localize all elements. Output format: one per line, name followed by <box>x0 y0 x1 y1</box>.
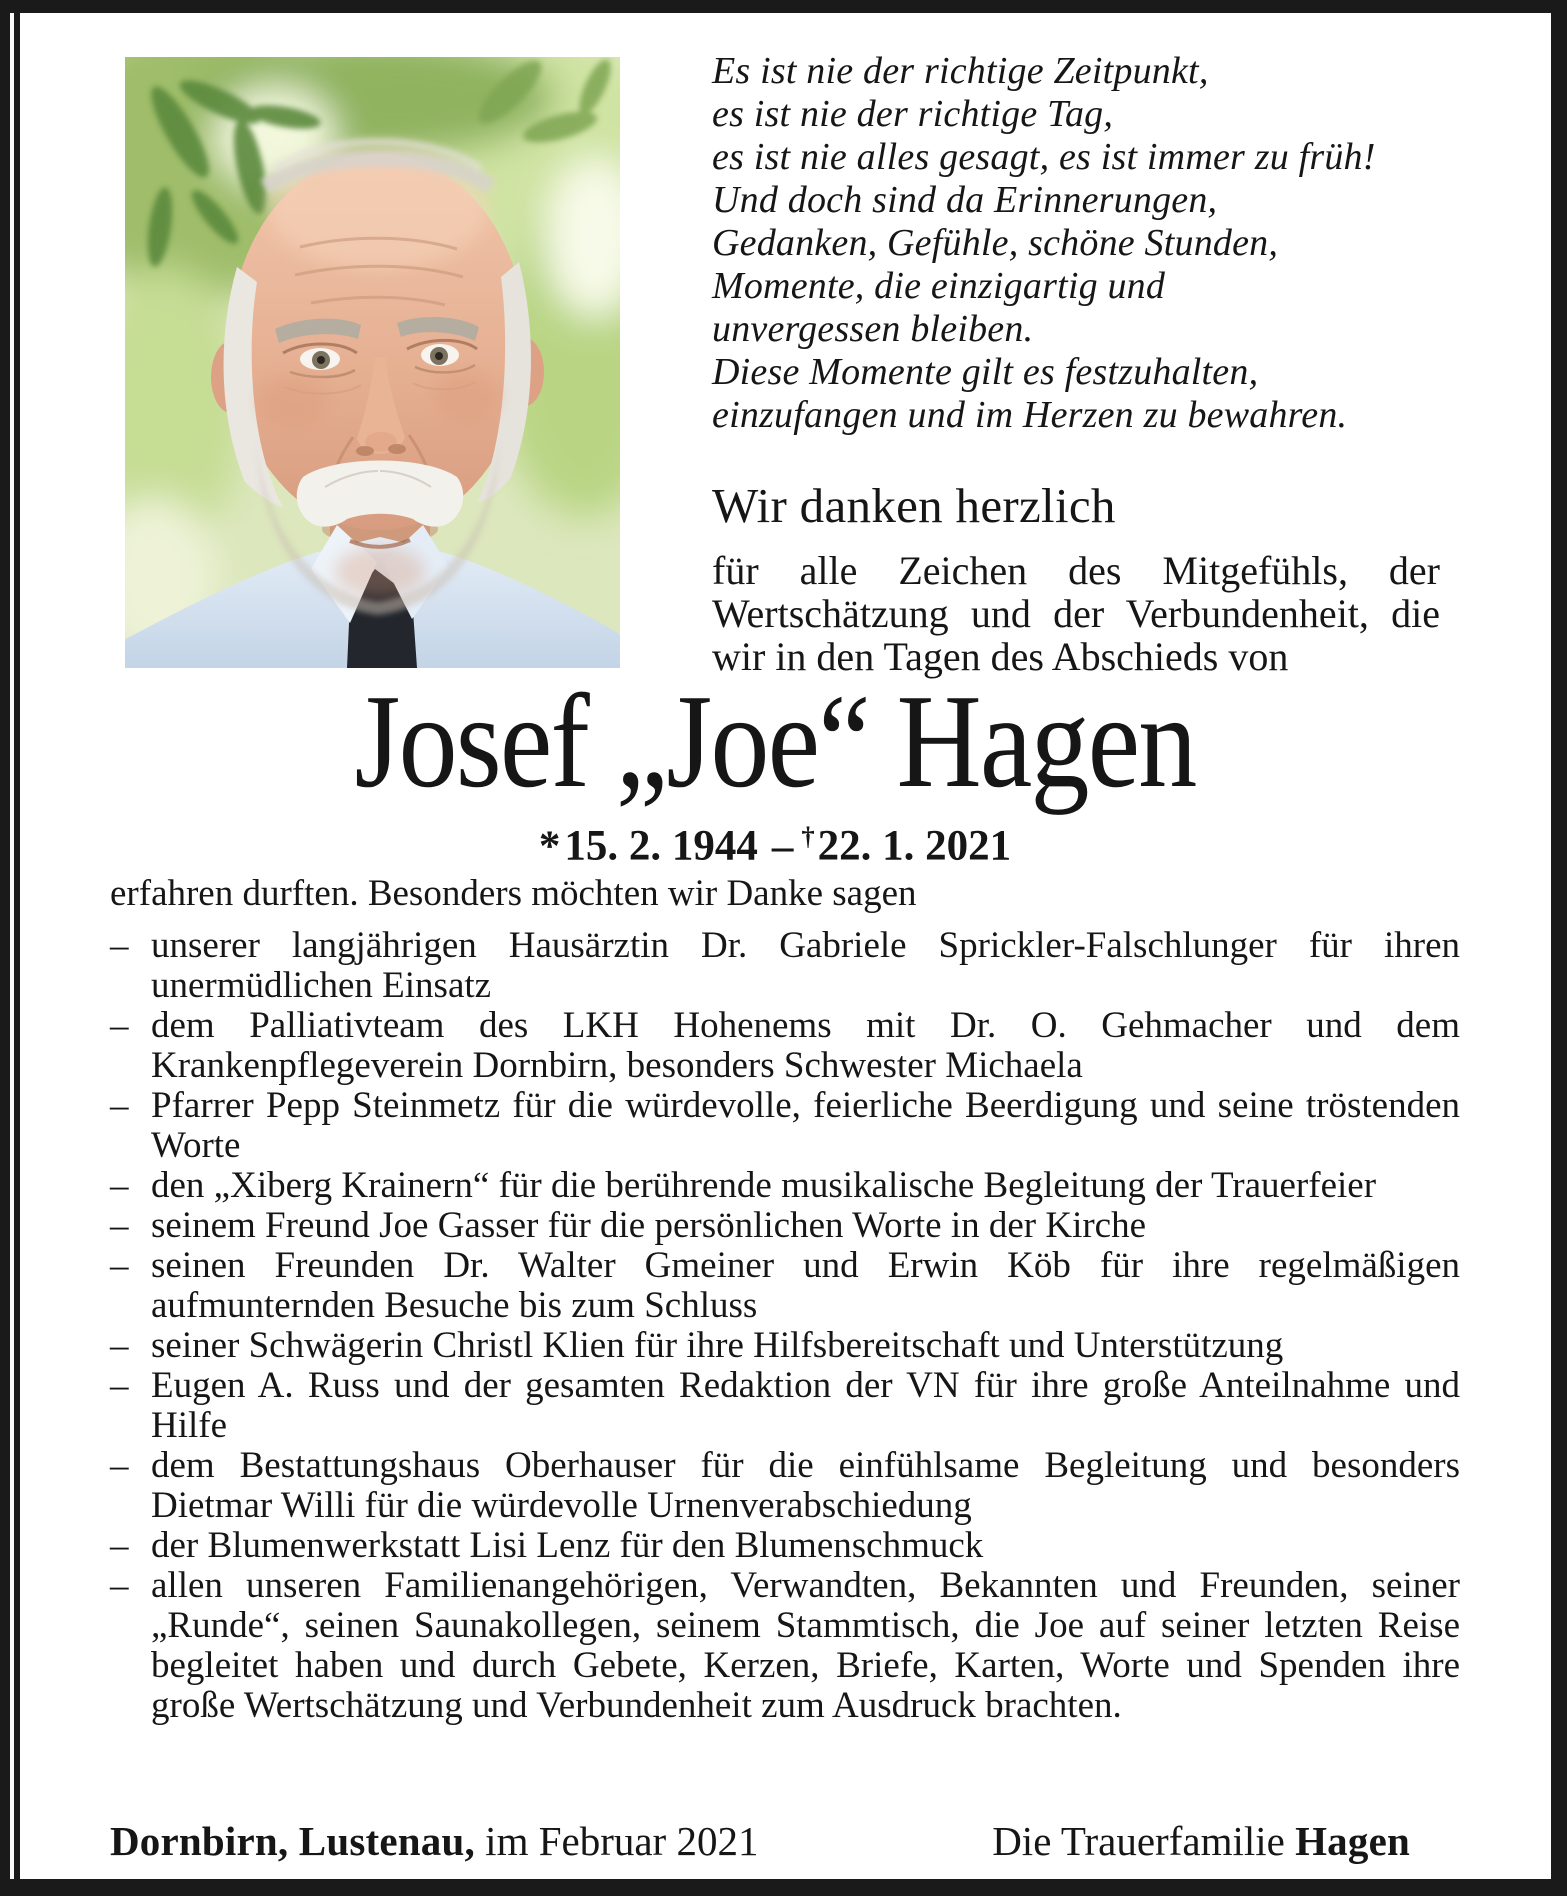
list-item <box>110 926 1460 1006</box>
list-item-text: allen unseren Familienangehörigen, Verwandten, Bekannten und Freunden, seiner „Runde“, seinen Saunakollegen, seinem Stammtisch, die Joe auf seiner letzten Reise begleitet haben und durch Gebete, Kerzen, Briefe, Karten, Worte und Spenden ihre große Wertschätzung und Verbundenheit zum Ausdruck brachten. <box>151 1565 1460 1726</box>
footer-place-date <box>110 1818 758 1864</box>
list-item-dash: – <box>110 1565 129 1606</box>
thanks-intro-paragraph: für alle Zeichen des Mitgefühls, der Wertschätzung und der Verbundenheit, die wir in den Tagen des Abschieds von <box>712 548 1440 679</box>
list-item <box>110 1246 1460 1326</box>
list-item-dash: – <box>110 1245 129 1286</box>
footer-place: Dornbirn, Lustenau, <box>110 1818 475 1864</box>
list-item <box>110 1086 1460 1166</box>
poem-line: Momente, die einzigartig und <box>712 265 1166 307</box>
list-item <box>110 1166 1460 1206</box>
poem-line: unvergessen bleiben. <box>712 308 1034 350</box>
thanks-list <box>110 926 1460 1726</box>
list-item <box>110 1206 1460 1246</box>
list-item-text: unserer langjährigen Hausärztin Dr. Gabriele Sprickler-Falschlunger für ihren unermüdlichen Einsatz <box>151 925 1460 1006</box>
death-date: 22. 1. 2021 <box>817 822 1012 870</box>
list-item-text: seinen Freunden Dr. Walter Gmeiner und Erwin Köb für ihre regelmäßigen aufmunternden Besuche bis zum Schluss <box>151 1245 1460 1326</box>
poem-line: Diese Momente gilt es festzuhalten, <box>712 351 1259 393</box>
list-item <box>110 1326 1460 1366</box>
portrait-photo <box>125 57 620 668</box>
list-item-text: den „Xiberg Krainern“ für die berührende musikalische Begleitung der Trauerfeier <box>151 1165 1377 1206</box>
list-item-text: seinem Freund Joe Gasser für die persönlichen Worte in der Kirche <box>151 1205 1147 1246</box>
list-item-dash: – <box>110 1165 129 1206</box>
poem-line: einzufangen und im Herzen zu bewahren. <box>712 394 1348 436</box>
list-item-dash: – <box>110 1005 129 1046</box>
list-item-dash: – <box>110 1365 129 1406</box>
list-item-text: der Blumenwerkstatt Lisi Lenz für den Blumenschmuck <box>151 1525 984 1566</box>
footer-family-prefix: Die Trauerfamilie <box>992 1818 1285 1864</box>
dates-separator: – <box>771 822 794 870</box>
list-item <box>110 1006 1460 1086</box>
life-dates <box>110 812 1440 871</box>
footer-family-signature <box>992 1818 1410 1864</box>
list-item <box>110 1526 1460 1566</box>
list-item <box>110 1446 1460 1526</box>
deceased-name: Josef „Joe“ Hagen <box>354 667 1196 815</box>
list-item-text: Pfarrer Pepp Steinmetz für die würdevolle, feierliche Beerdigung und seine tröstenden Worte <box>151 1085 1460 1166</box>
thanks-heading: Wir danken herzlich <box>712 478 1116 533</box>
poem-line: Und doch sind da Erinnerungen, <box>712 179 1218 221</box>
list-item <box>110 1566 1460 1726</box>
list-item-text: Eugen A. Russ und der gesamten Redaktion der VN für ihre große Anteilnahme und Hilfe <box>151 1365 1460 1446</box>
footer-family-name: Hagen <box>1295 1818 1410 1864</box>
death-cross-icon: † <box>801 821 815 851</box>
memorial-poem <box>712 50 1376 437</box>
list-item-dash: – <box>110 1445 129 1486</box>
frame-inner-gap <box>10 13 14 1879</box>
birth-date: 15. 2. 1944 <box>564 822 758 870</box>
body-intro-line: erfahren durften. Besonders möchten wir Danke sagen <box>110 873 917 914</box>
list-item-dash: – <box>110 1085 129 1126</box>
birth-star-icon: * <box>538 822 561 870</box>
list-item-dash: – <box>110 1205 129 1246</box>
list-item-text: dem Bestattungshaus Oberhauser für die einfühlsame Begleitung und besonders Dietmar Willi für die würdevolle Urnenverabschiedung <box>151 1445 1460 1526</box>
poem-line: es ist nie der richtige Tag, <box>712 93 1114 135</box>
poem-line: es ist nie alles gesagt, es ist immer zu früh! <box>712 136 1376 178</box>
list-item-dash: – <box>110 1325 129 1366</box>
poem-line: Gedanken, Gefühle, schöne Stunden, <box>712 222 1279 264</box>
footer <box>110 1818 1440 1864</box>
list-item-dash: – <box>110 925 129 966</box>
footer-date: im Februar 2021 <box>485 1818 759 1864</box>
list-item <box>110 1366 1460 1446</box>
list-item-text: dem Palliativteam des LKH Hohenems mit Dr. O. Gehmacher und dem Krankenpflegeverein Dornbirn, besonders Schwester Michaela <box>151 1005 1460 1086</box>
list-item-text: seiner Schwägerin Christl Klien für ihre Hilfsbereitschaft und Unterstützung <box>151 1325 1284 1366</box>
poem-line: Es ist nie der richtige Zeitpunkt, <box>712 50 1209 92</box>
list-item-dash: – <box>110 1525 129 1566</box>
